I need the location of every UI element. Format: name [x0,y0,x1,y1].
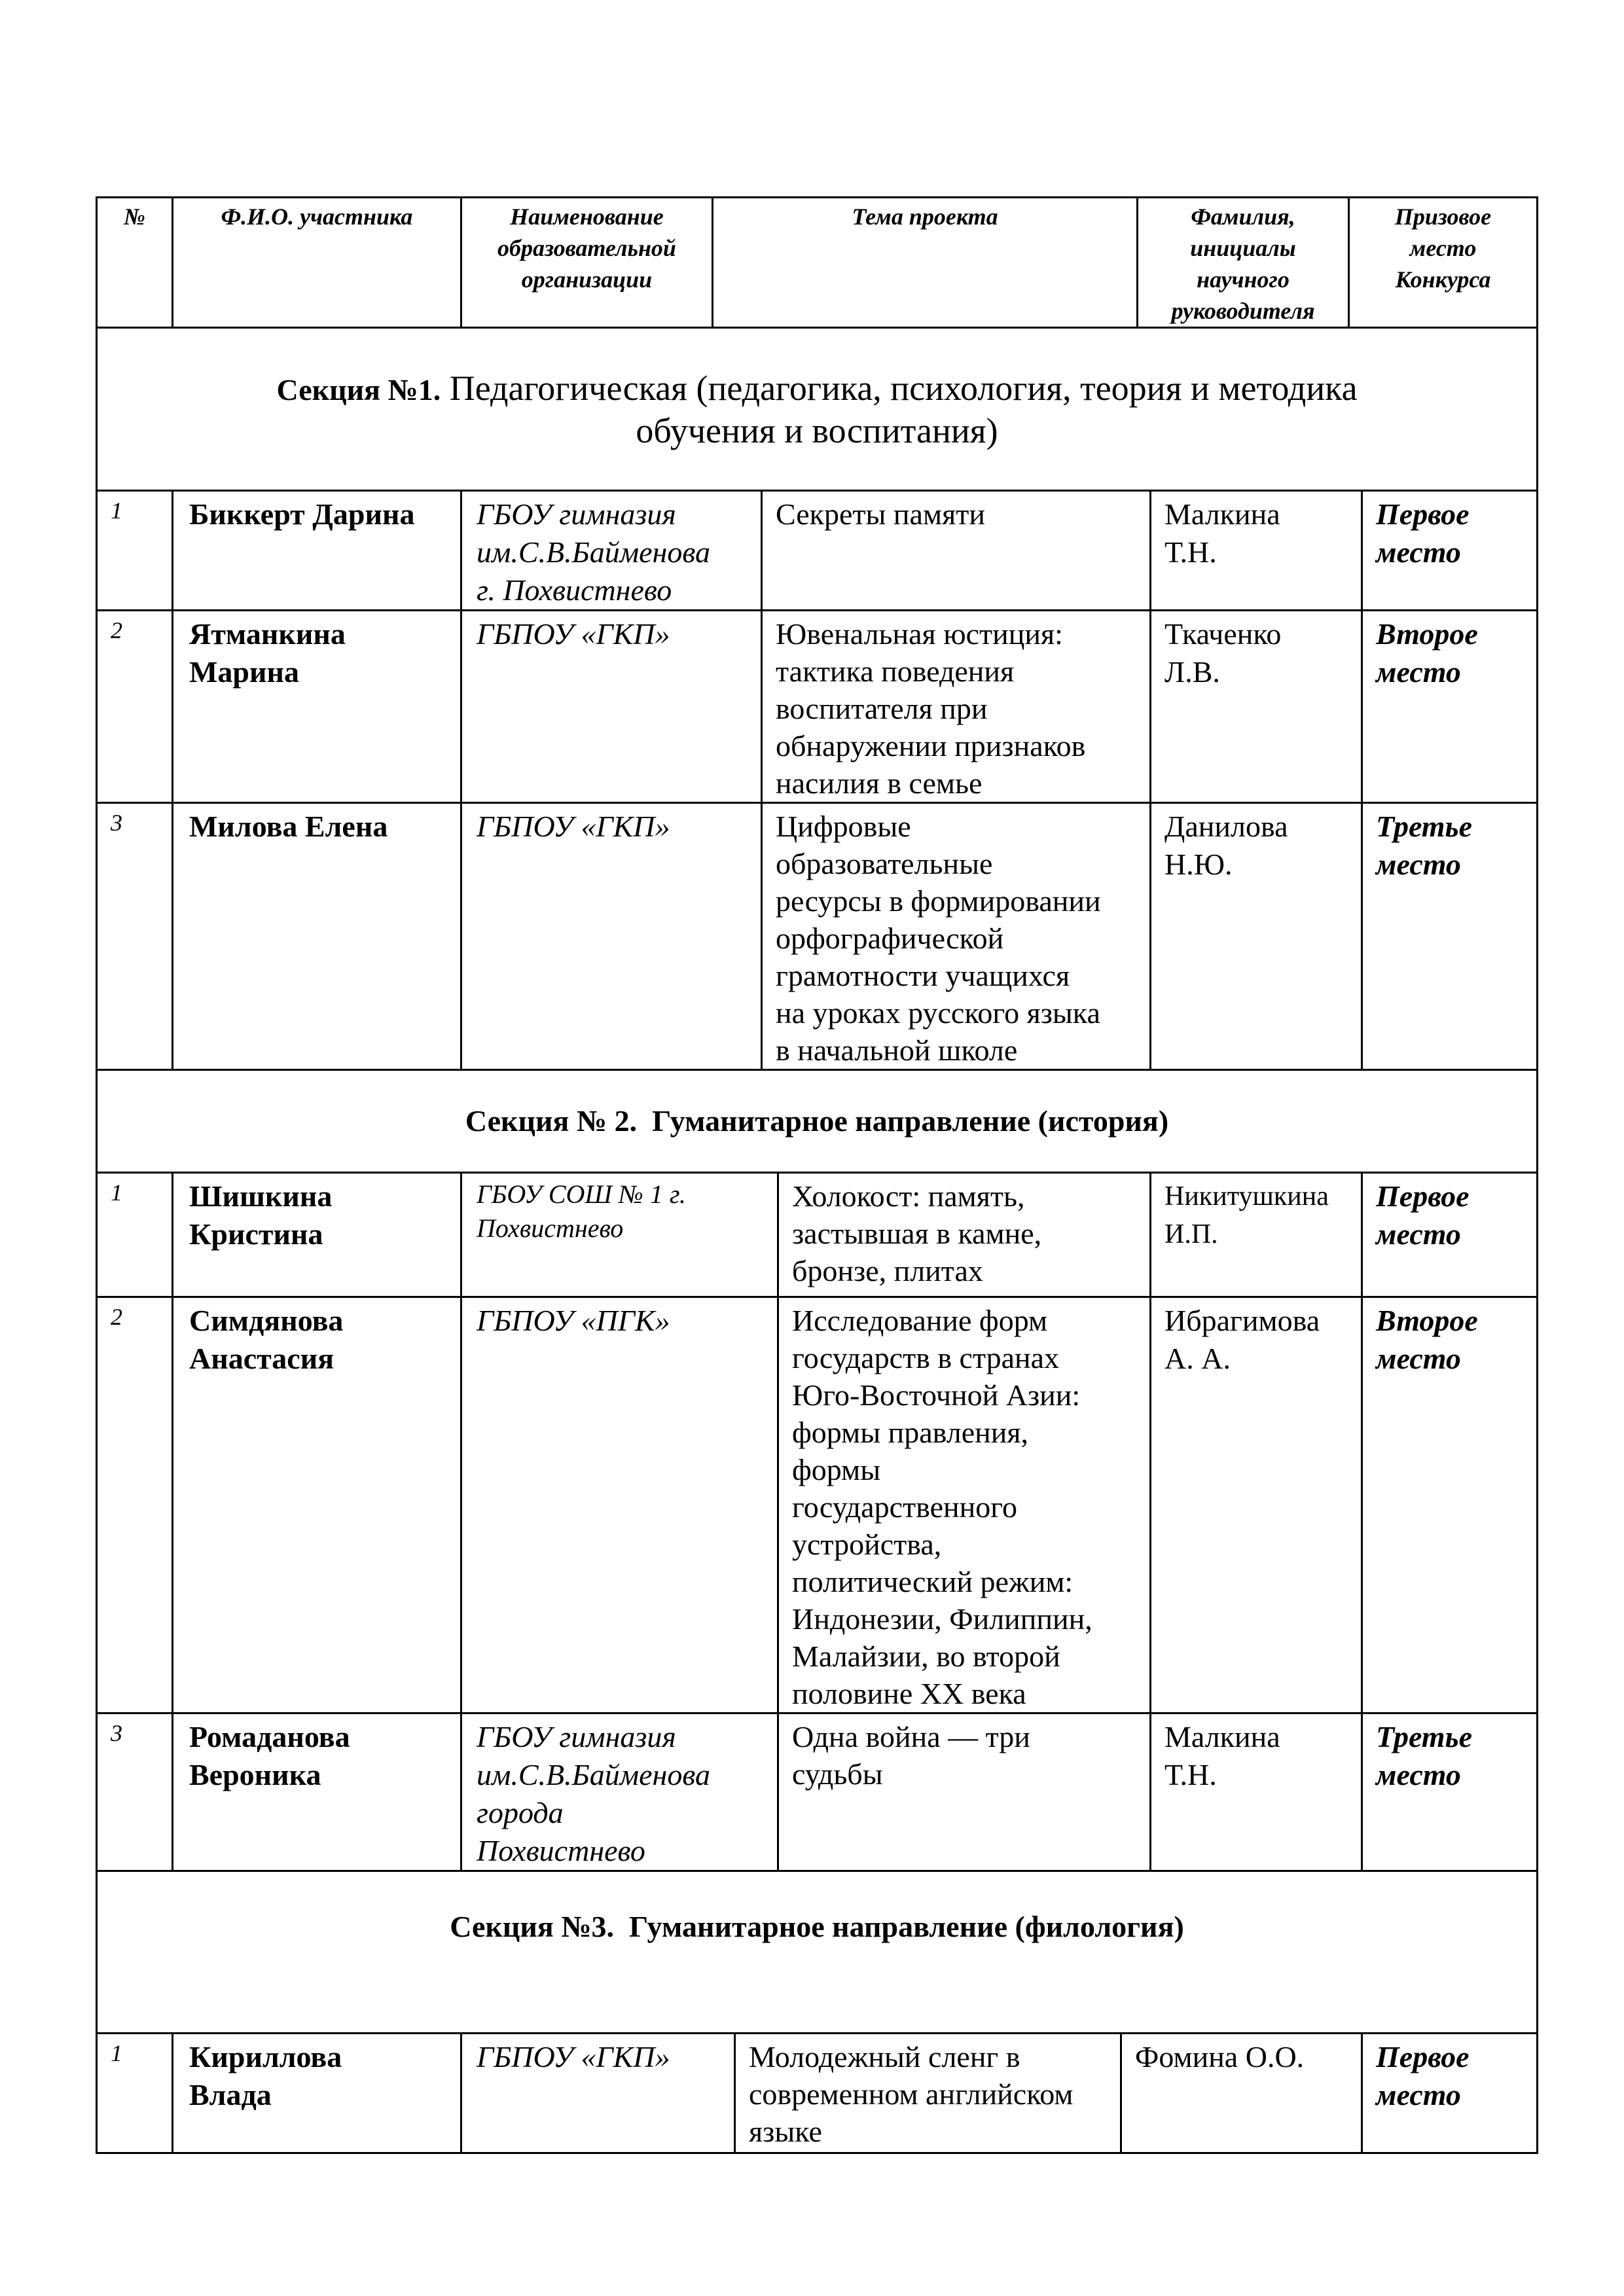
organization: ГБПОУ «ГКП» [461,803,762,1070]
table-row [97,803,1538,1070]
section-heading [97,328,1538,491]
row-num: 3 [97,1713,173,1871]
prize-place: Третье место [1362,803,1538,1070]
organization: ГБПОУ «ГКП» [461,611,762,803]
organization: ГБПОУ «ГКП» [461,2034,735,2153]
prize-place: Первое место [1362,2034,1538,2153]
organization: ГБОУ гимназия им.С.В.Байменова города Похвистнево [461,1713,778,1871]
section-title: Педагогическая (педагогика, психология, теория и методика обучения и воспитания) [449,368,1358,450]
results-table-part-3-rows [96,2032,1538,2154]
table-row [97,2034,1538,2153]
project-topic: Холокост: память, застывшая в камне, бронзе, плитах [778,1173,1151,1297]
project-topic: Одна война — три судьбы [778,1713,1151,1871]
supervisor: Ткаченко Л.В. [1151,611,1362,803]
project-topic: Секреты памяти [762,491,1151,611]
organization: ГБПОУ «ПГК» [461,1297,778,1713]
table-row [97,1173,1538,1297]
header-num: № [97,198,173,328]
participant-name: Симдянова Анастасия [173,1297,461,1713]
section-title: Гуманитарное направление (филология) [629,1910,1184,1943]
header-topic: Тема проекта [713,198,1138,328]
project-topic: Ювенальная юстиция: тактика поведения воспитателя при обнаружении признаков насилия в семье [762,611,1151,803]
supervisor: Никитушкина И.П. [1151,1173,1362,1297]
project-topic: Цифровые образовательные ресурсы в формировании орфографической грамотности учащихся на уроках русского языка в начальной школе [762,803,1151,1070]
supervisor: Ибрагимова А. А. [1151,1297,1362,1713]
prize-place: Первое место [1362,1173,1538,1297]
supervisor: Малкина Т.Н. [1151,1713,1362,1871]
prize-place: Второе место [1362,1297,1538,1713]
header-row [97,198,1538,328]
row-num: 1 [97,2034,173,2153]
section-label: Секция № 2. [465,1104,638,1138]
section-heading-row [97,1070,1538,1173]
participant-name: Ромаданова Вероника [173,1713,461,1871]
organization: ГБОУ СОШ № 1 г. Похвистнево [461,1173,778,1297]
participant-name: Кириллова Влада [173,2034,461,2153]
section-heading-row [97,1871,1538,2034]
section-heading-row [97,328,1538,491]
prize-place: Третье место [1362,1713,1538,1871]
header-org: Наименование образовательной организации [461,198,713,328]
results-table-part-2-rows [96,1172,1538,2034]
table-row [97,1297,1538,1713]
table-row [97,1713,1538,1871]
participant-name: Ятманкина Марина [173,611,461,803]
participant-name: Биккерт Дарина [173,491,461,611]
header-supervisor: Фамилия, инициалы научного руководителя [1138,198,1349,328]
project-topic: Исследование форм государств в странах Юго-Восточной Азии: формы правления, формы государственного устройства, политический режим: Индонезии, Филиппин, Малайзии, во второй половине XX века [778,1297,1151,1713]
section-label: Секция №3. [450,1910,615,1943]
section-heading [97,1871,1538,2034]
section-heading [97,1070,1538,1173]
section-title: Гуманитарное направление (история) [652,1104,1169,1138]
header-name: Ф.И.О. участника [173,198,461,328]
results-table-frame [96,196,1536,2154]
prize-place: Первое место [1362,491,1538,611]
supervisor: Малкина Т.Н. [1151,491,1362,611]
supervisor: Фомина О.О. [1121,2034,1362,2153]
organization: ГБОУ гимназия им.С.В.Байменова г. Похвистнево [461,491,762,611]
row-num: 3 [97,803,173,1070]
row-num: 1 [97,1173,173,1297]
row-num: 1 [97,491,173,611]
header-place: Призовое место Конкурса [1349,198,1538,328]
participant-name: Милова Елена [173,803,461,1070]
table-row [97,611,1538,803]
participant-name: Шишкина Кристина [173,1173,461,1297]
table-row [97,491,1538,611]
row-num: 2 [97,1297,173,1713]
results-table-part-1-rows [96,490,1538,1174]
results-table-part-1 [96,196,1538,492]
prize-place: Второе место [1362,611,1538,803]
row-num: 2 [97,611,173,803]
section-label: Секция №1. [276,372,441,406]
project-topic: Молодежный сленг в современном английском языке [735,2034,1121,2153]
supervisor: Данилова Н.Ю. [1151,803,1362,1070]
